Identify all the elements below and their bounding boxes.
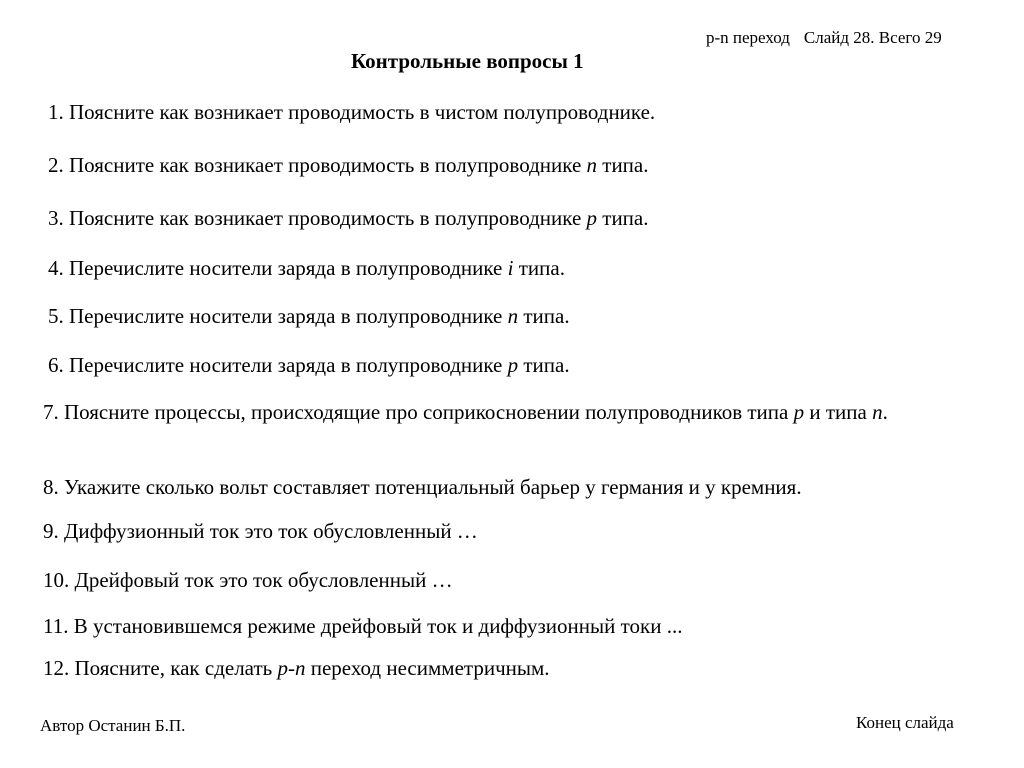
page-title: Контрольные вопросы 1 <box>351 49 584 73</box>
question-5-type: n <box>507 304 519 328</box>
question-2: 2. Поясните как возникает проводимость в полупроводнике n типа. <box>48 153 649 177</box>
slide-counter <box>706 28 942 48</box>
author-label: Автор Останин Б.П. <box>40 716 186 735</box>
question-11: 11. В установившемся режиме дрейфовый ток и диффузионный токи ... <box>43 614 683 638</box>
question-6-type: p <box>507 353 519 377</box>
question-7: 7. Поясните процессы, происходящие про соприкосновении полупроводников типа p и типа n. <box>43 400 888 424</box>
question-4-type: i <box>507 256 514 280</box>
question-7-type-n: n <box>872 400 883 424</box>
slide-number-label: Слайд 28. Всего 29 <box>803 28 942 47</box>
question-3-type: p <box>586 206 598 230</box>
end-of-slide-label: Конец слайда <box>856 713 954 732</box>
question-4: 4. Перечислите носители заряда в полупроводнике i типа. <box>48 256 565 280</box>
question-10: 10. Дрейфовый ток это ток обусловленный … <box>43 568 453 592</box>
question-8: 8. Укажите сколько вольт составляет потенциальный барьер у германия и у кремния. <box>43 475 802 499</box>
question-2-type: n <box>586 153 598 177</box>
question-9: 9. Диффузионный ток это ток обусловленный … <box>43 519 478 543</box>
question-12: 12. Поясните, как сделать p-n переход несимметричным. <box>43 656 550 680</box>
question-12-type: p-n <box>277 656 306 680</box>
question-6: 6. Перечислите носители заряда в полупроводнике p типа. <box>48 353 570 377</box>
question-1: 1. Поясните как возникает проводимость в чистом полупроводнике. <box>48 100 656 124</box>
question-7-type-p: p <box>793 400 805 424</box>
topic-label: p-n переход <box>706 28 790 47</box>
question-5: 5. Перечислите носители заряда в полупроводнике n типа. <box>48 304 570 328</box>
question-3: 3. Поясните как возникает проводимость в полупроводнике p типа. <box>48 206 649 230</box>
